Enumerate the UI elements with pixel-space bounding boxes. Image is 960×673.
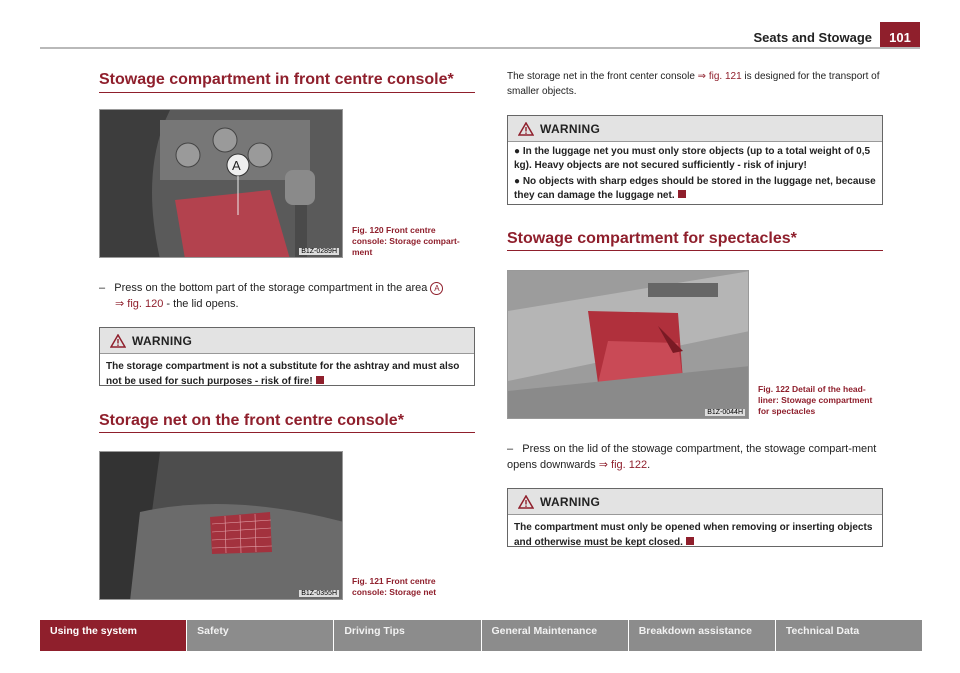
tab-safety[interactable]: Safety [187, 620, 334, 651]
warning-triangle-icon [518, 122, 534, 136]
figure-122-caption: Fig. 122 Detail of the head-liner: Stowage compartment for spectacles [758, 384, 873, 416]
warning-box-spectacles [507, 488, 883, 547]
end-mark-icon [316, 376, 324, 384]
warning-body [508, 142, 882, 210]
warning-item-text: No objects with sharp edges should be stored in the luggage net, because they can damage the luggage net. [514, 176, 876, 201]
figure-code: B1Z-0355H [301, 590, 337, 597]
warning-box-ashtray [99, 327, 475, 386]
warning-header [100, 328, 474, 354]
console-illustration [100, 110, 343, 258]
step-instruction-spectacles [507, 441, 887, 473]
end-mark-icon [686, 537, 694, 545]
storage-net-intro [507, 69, 885, 99]
fig-122-link[interactable]: ⇒ fig. 122 [598, 459, 648, 471]
bullet-icon: ● [514, 176, 523, 187]
step-text: Press on the lid of the stowage compartment, the stowage compart-ment opens downwards [507, 443, 877, 471]
step-dash: – [507, 443, 514, 455]
intro-text-after: is designed for the transport of smaller objects. [507, 71, 880, 97]
section-title-spectacles: Stowage compartment for spectacles* [507, 230, 797, 247]
intro-text: The storage net in the front center console [507, 71, 698, 82]
tab-breakdown-assistance[interactable]: Breakdown assistance [629, 620, 776, 651]
warning-header [508, 489, 882, 515]
fig-120-link[interactable]: ⇒ fig. 120 [115, 298, 164, 310]
tab-using-the-system[interactable]: Using the system [40, 620, 187, 651]
running-header-title: Seats and Stowage [753, 30, 872, 45]
bullet-icon: ● [514, 146, 523, 157]
tab-general-maintenance[interactable]: General Maintenance [482, 620, 629, 651]
section-title-storage-net: Storage net on the front centre console* [99, 412, 404, 429]
warning-text: The storage compartment is not a substitute for the ashtray and must also not be used for such purposes - risk of fire! [106, 361, 460, 387]
step-text-after: - the lid opens. [163, 298, 239, 310]
figure-121-image [99, 451, 343, 600]
figure-code: B1Z-0044H [707, 409, 743, 416]
warning-triangle-icon [110, 334, 126, 348]
fig-121-link[interactable]: ⇒ fig. 121 [697, 71, 742, 82]
warning-body [508, 515, 882, 555]
callout-badge-a: A [430, 282, 443, 295]
end-mark-icon [678, 190, 686, 198]
warning-item [514, 175, 876, 203]
chapter-navigation [40, 620, 922, 651]
figure-120-image [99, 109, 343, 258]
page-number: 101 [880, 22, 920, 48]
figure-code: B1Z-0289H [301, 248, 337, 255]
warning-title: WARNING [540, 494, 601, 509]
section-rule [99, 432, 475, 433]
warning-title: WARNING [540, 121, 601, 136]
warning-title: WARNING [132, 333, 193, 348]
warning-item [514, 145, 876, 173]
warning-box-luggage-net [507, 115, 883, 205]
warning-text: The compartment must only be opened when removing or inserting objects and otherwise must be kept closed. [514, 522, 873, 548]
step-instruction [99, 280, 479, 312]
warning-triangle-icon [518, 495, 534, 509]
storage-net-illustration [100, 452, 343, 600]
step-text-after: . [647, 459, 651, 471]
figure-122-image [507, 270, 749, 419]
tab-driving-tips[interactable]: Driving Tips [334, 620, 481, 651]
figure-120-caption: Fig. 120 Front centre console: Storage compart-ment [352, 225, 460, 257]
warning-item-text: In the luggage net you must only store objects (up to a total weight of 0,5 kg). Heavy objects are not secured sufficiently - risk of injury! [514, 146, 871, 171]
warning-body [100, 354, 474, 394]
section-rule [99, 92, 475, 93]
figure-callout-a: A [232, 158, 241, 173]
figure-121-caption: Fig. 121 Front centre console: Storage net [352, 576, 437, 597]
step-text: Press on the bottom part of the storage compartment in the area [114, 282, 428, 294]
section-title-console-compartment: Stowage compartment in front centre console* [99, 71, 454, 88]
step-dash: – [99, 282, 106, 294]
warning-header [508, 116, 882, 142]
header-rule [40, 47, 920, 49]
section-rule [507, 250, 883, 251]
spectacles-compartment-illustration [508, 271, 749, 419]
tab-technical-data[interactable]: Technical Data [776, 620, 922, 651]
